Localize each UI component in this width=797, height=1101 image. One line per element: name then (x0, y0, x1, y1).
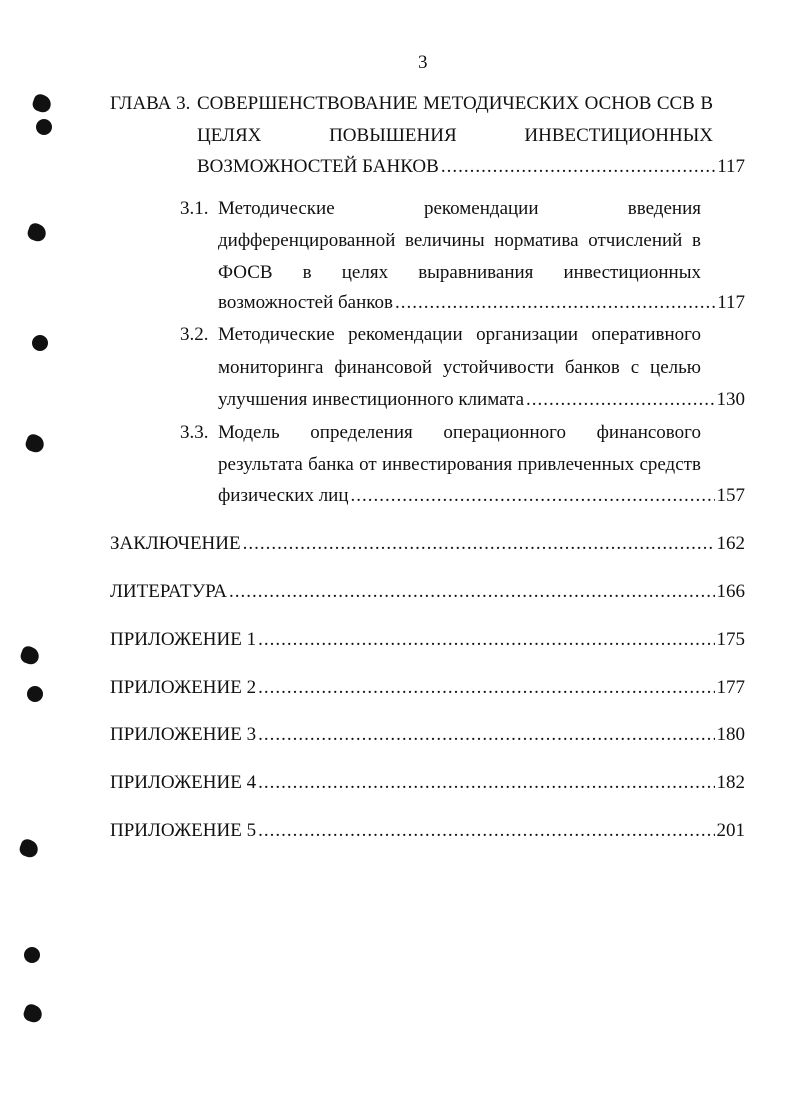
toc-page-number: 166 (716, 581, 745, 602)
word: дифференцированной (218, 230, 396, 251)
word: ФОСВ (218, 262, 273, 283)
chapter-title-line-3[interactable] (197, 155, 745, 179)
word: В (700, 93, 713, 114)
word: Методические (218, 324, 335, 345)
section-number: 3.3. (180, 422, 209, 443)
word: инвестиционных (563, 262, 701, 283)
toc-page-number: 130 (716, 389, 745, 410)
word: устойчивости (442, 357, 555, 378)
word: ИНВЕСТИЦИОННЫХ (524, 125, 713, 146)
word: банка (308, 454, 354, 475)
scan-blot (19, 644, 42, 666)
section-line (218, 261, 701, 285)
binding-hole (24, 947, 40, 963)
toc-entry-appendix-2[interactable] (110, 676, 745, 700)
scan-blot (22, 1002, 45, 1024)
dot-leader (441, 155, 715, 179)
word: определения (310, 422, 413, 443)
section-line (218, 421, 701, 445)
scan-blot (31, 92, 54, 114)
toc-entry-appendix-5[interactable] (110, 819, 745, 843)
dot-leader (258, 723, 714, 747)
word: финансового (596, 422, 701, 443)
toc-title: ПРИЛОЖЕНИЕ 1 (110, 629, 257, 650)
chapter-prefix: ГЛАВА 3. (110, 93, 191, 114)
toc-page-number: 157 (716, 485, 745, 506)
section-line (218, 229, 701, 253)
dot-leader (526, 388, 714, 412)
toc-entry-appendix-4[interactable] (110, 771, 745, 795)
word: МЕТОДИЧЕСКИХ (423, 93, 580, 114)
toc-title: ПРИЛОЖЕНИЕ 5 (110, 820, 257, 841)
scan-blot (26, 221, 49, 243)
toc-title: возможностей банков (218, 292, 393, 313)
scan-blot (24, 432, 47, 454)
word: финансовой (334, 357, 433, 378)
section-line (218, 356, 701, 380)
dot-leader (258, 771, 714, 795)
dot-leader (243, 532, 715, 556)
word: отчислений (588, 230, 683, 251)
binding-hole (36, 119, 52, 135)
section-line (218, 197, 701, 221)
toc-entry-3-2[interactable] (218, 388, 745, 412)
word: ССВ (656, 93, 695, 114)
section-line (218, 453, 701, 477)
toc-entry-literature[interactable] (110, 580, 745, 604)
word: в (691, 230, 701, 251)
word: инвестирования (381, 454, 513, 475)
word: банков (564, 357, 620, 378)
word: СОВЕРШЕНСТВОВАНИЕ (197, 93, 418, 114)
word: рекомендации (348, 324, 463, 345)
toc-entry-conclusion[interactable] (110, 532, 745, 556)
binding-hole (32, 335, 48, 351)
word: операционного (443, 422, 566, 443)
toc-title: ПРИЛОЖЕНИЕ 2 (110, 677, 257, 698)
toc-entry-appendix-3[interactable] (110, 723, 745, 747)
toc-title: ЛИТЕРАТУРА (110, 581, 227, 602)
word: мониторинга (218, 357, 324, 378)
word: норматива (494, 230, 579, 251)
section-number: 3.1. (180, 198, 209, 219)
dot-leader (258, 819, 714, 843)
toc-page-number: 182 (716, 772, 745, 793)
dot-leader (258, 628, 714, 652)
toc-entry-appendix-1[interactable] (110, 628, 745, 652)
chapter-title-line-1 (197, 92, 713, 116)
word: ОСНОВ (584, 93, 652, 114)
toc-page-number: 201 (716, 820, 745, 841)
word: оперативного (591, 324, 701, 345)
chapter-title-line-2 (197, 124, 713, 148)
word: величины (405, 230, 485, 251)
toc-title: ЗАКЛЮЧЕНИЕ (110, 533, 241, 554)
toc-title: ВОЗМОЖНОСТЕЙ БАНКОВ (197, 156, 439, 177)
toc-page-number: 180 (716, 724, 745, 745)
toc-page-number: 162 (716, 533, 745, 554)
toc-entry-3-1[interactable] (218, 291, 745, 315)
toc-page-number: 177 (716, 677, 745, 698)
word: ЦЕЛЯХ (197, 125, 262, 146)
toc-title: ПРИЛОЖЕНИЕ 3 (110, 724, 257, 745)
word: от (359, 454, 377, 475)
word: целях (341, 262, 389, 283)
word: Методические (218, 198, 335, 219)
scan-blot (18, 837, 41, 859)
word: организации (476, 324, 579, 345)
word: средств (639, 454, 701, 475)
section-number: 3.2. (180, 324, 209, 345)
dot-leader (395, 291, 715, 315)
binding-hole (27, 686, 43, 702)
word: Модель (218, 422, 280, 443)
dot-leader (258, 676, 714, 700)
word: в (302, 262, 312, 283)
toc-page-number: 117 (717, 156, 745, 177)
dot-leader (351, 484, 715, 508)
word: с (630, 357, 640, 378)
section-line (218, 323, 701, 347)
page-number: 3 (418, 52, 428, 73)
word: выравнивания (418, 262, 534, 283)
toc-title: физических лиц (218, 485, 349, 506)
dot-leader (229, 580, 715, 604)
word: привлеченных (517, 454, 635, 475)
word: ПОВЫШЕНИЯ (329, 125, 457, 146)
word: результата (218, 454, 303, 475)
word: целью (650, 357, 701, 378)
word: введения (627, 198, 701, 219)
toc-entry-3-3[interactable] (218, 484, 745, 508)
word: рекомендации (423, 198, 539, 219)
toc-page-number: 117 (717, 292, 745, 313)
toc-title: улучшения инвестиционного климата (218, 389, 525, 410)
toc-title: ПРИЛОЖЕНИЕ 4 (110, 772, 257, 793)
toc-page-number: 175 (716, 629, 745, 650)
